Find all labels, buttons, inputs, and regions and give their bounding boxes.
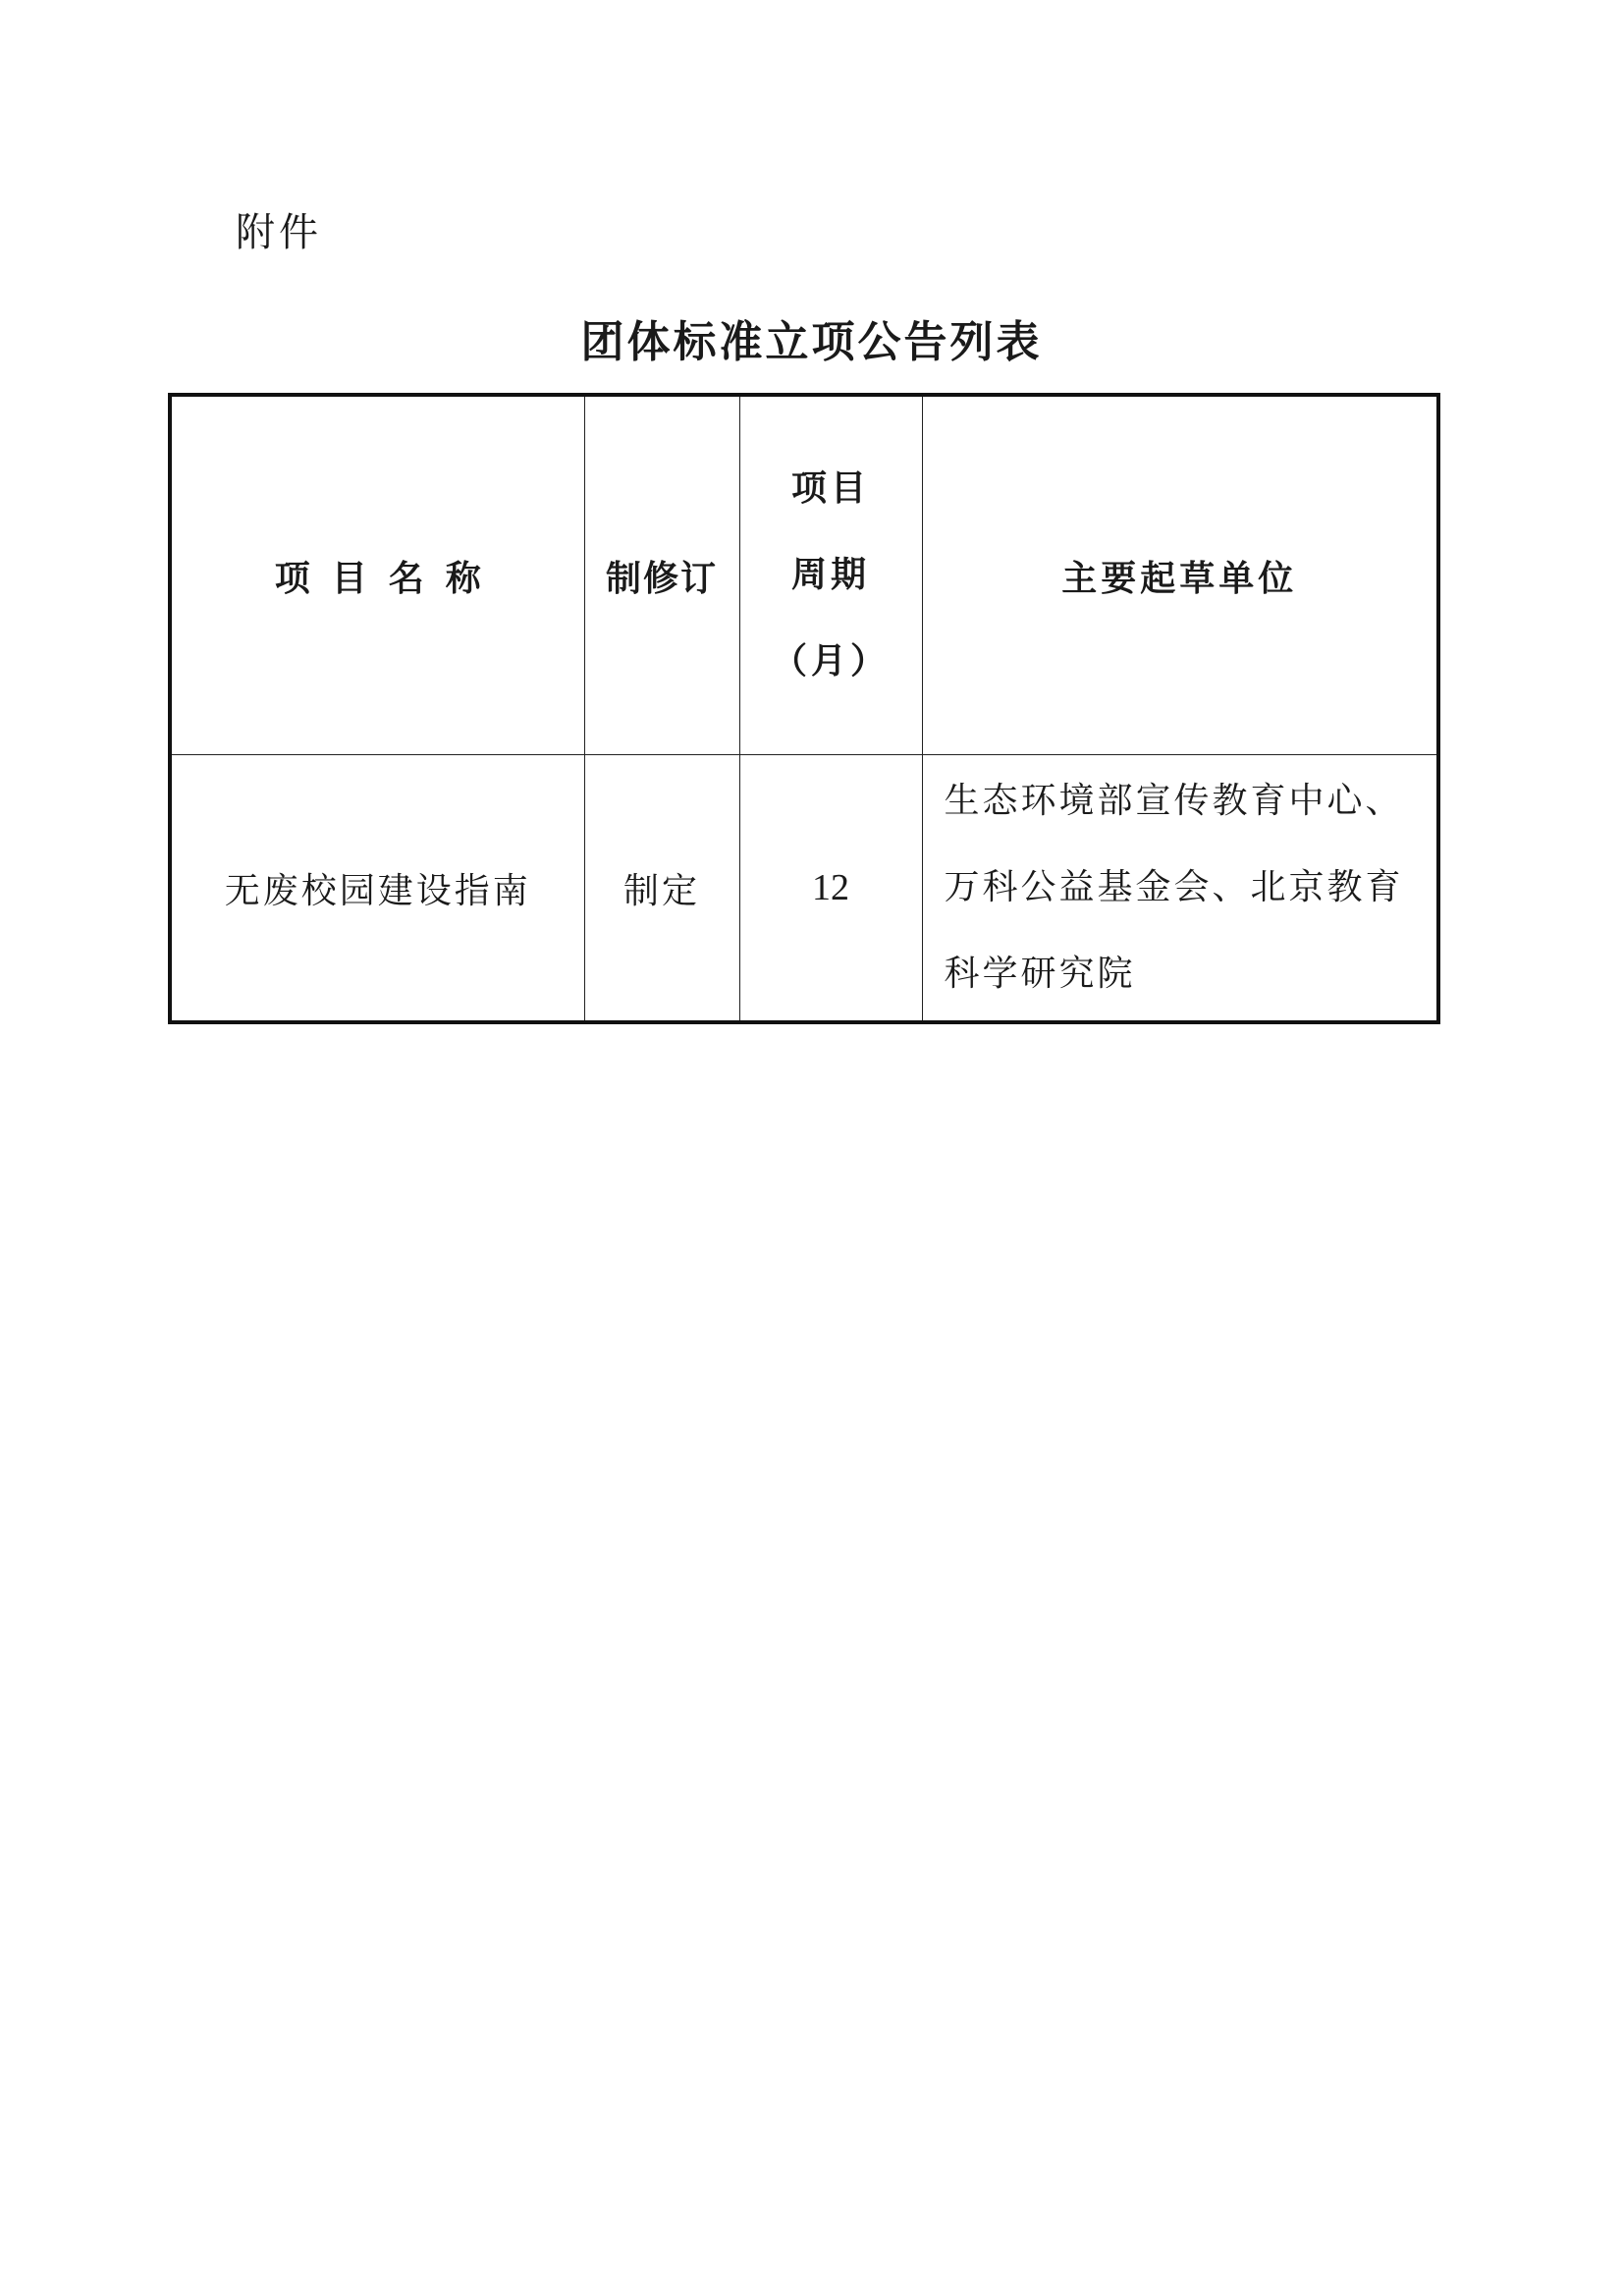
header-cycle-line-1: 项目 [790,468,870,509]
table-header-row [170,395,1438,755]
header-project-cycle [739,395,922,755]
cell-revision-type: 制定 [584,755,739,1023]
table-row [170,755,1438,1023]
cell-project-cycle: 12 [739,755,922,1023]
header-cycle-line-3: （月） [771,641,890,682]
cell-project-name: 无废校园建设指南 [170,755,584,1023]
header-cycle-line-2: 周期 [790,555,870,595]
cell-drafting-units: 生态环境部宣传教育中心、万科公益基金会、北京教育科学研究院 [922,755,1438,1023]
header-project-name: 项目名称 [170,395,584,755]
header-drafting-units: 主要起草单位 [922,395,1438,755]
attachment-label: 附件 [236,210,322,255]
document-title: 团体标准立项公告列表 [580,317,1043,367]
header-revision-type: 制修订 [584,395,739,755]
announcement-table [168,393,1440,1024]
